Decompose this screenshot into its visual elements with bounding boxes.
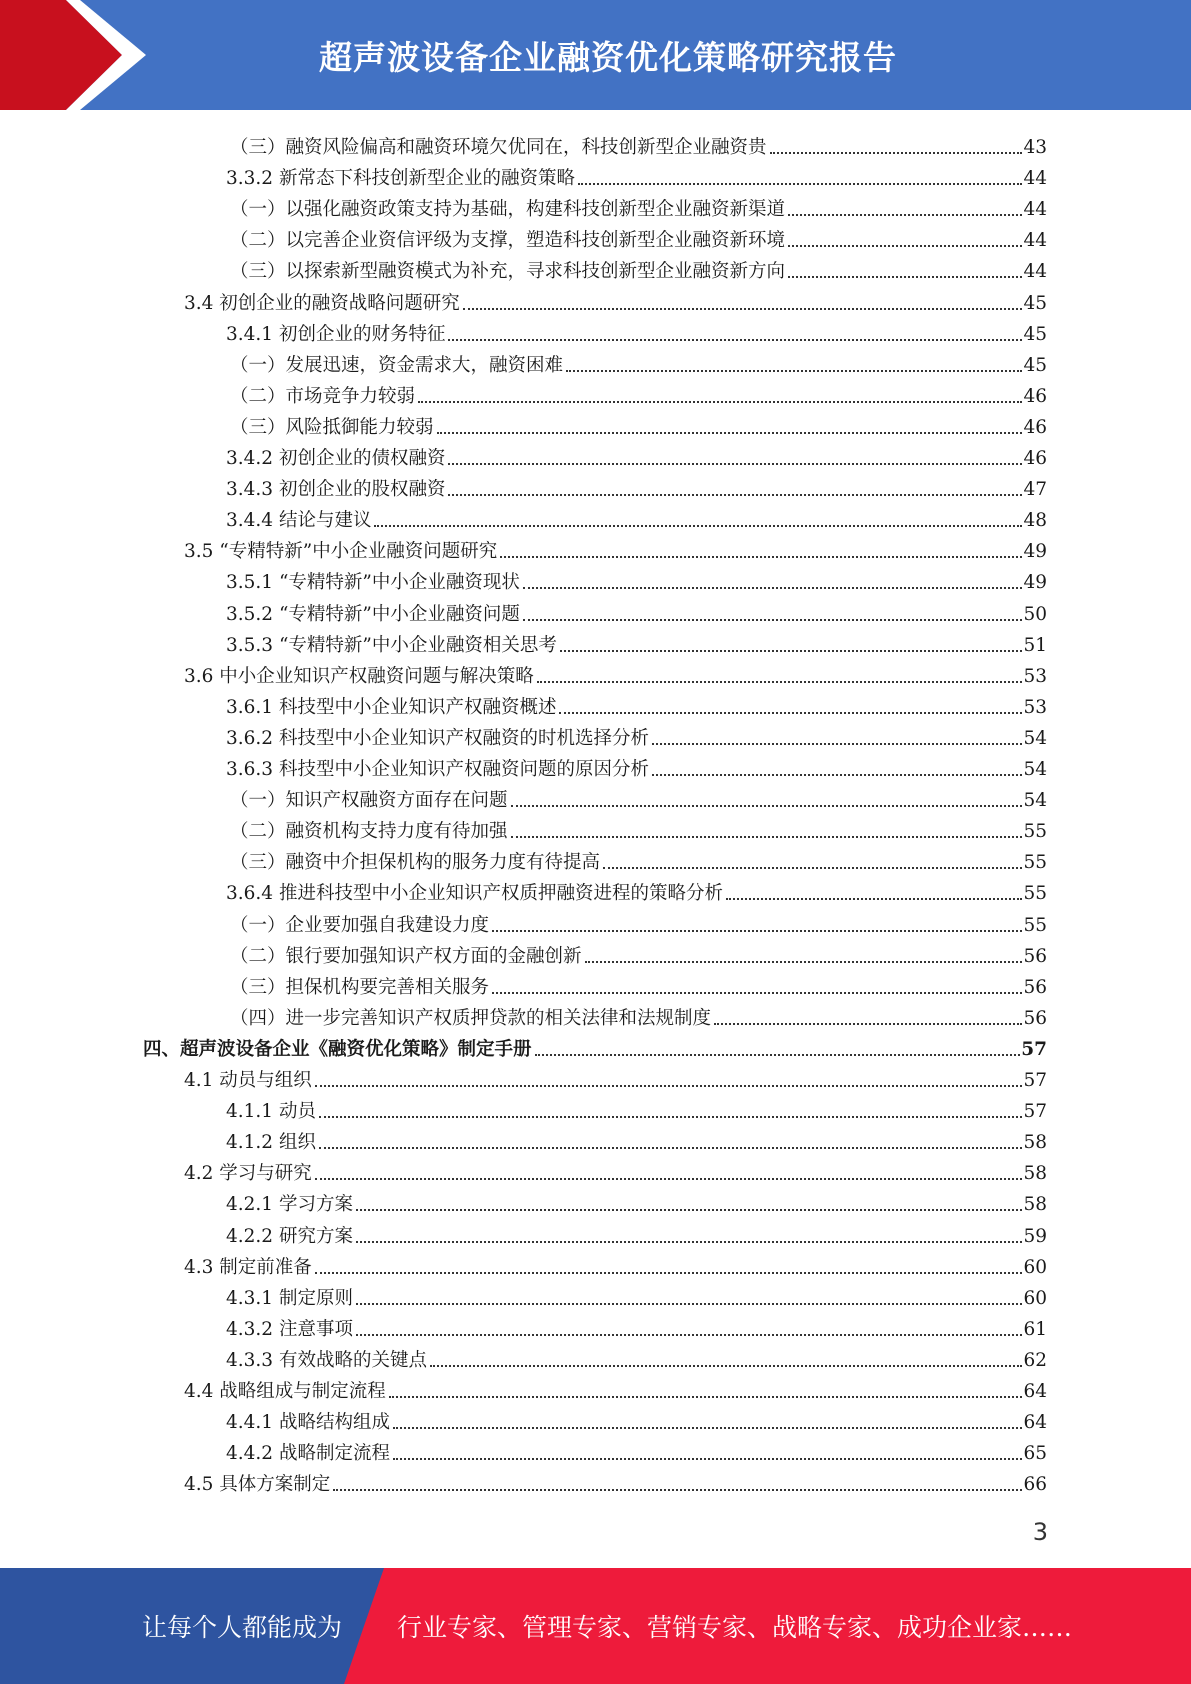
toc-entry-page: 49	[1023, 541, 1047, 563]
report-title: 超声波设备企业融资优化策略研究报告	[319, 37, 897, 77]
toc-entry-page: 51	[1023, 634, 1047, 656]
footer-slogan-right: 行业专家、管理专家、营销专家、战略专家、成功企业家……	[397, 1613, 1073, 1642]
toc-dot-leader	[652, 743, 1022, 745]
toc-entry[interactable]	[230, 408, 1047, 439]
toc-entry-title: 4.1 动员与组织	[184, 1070, 312, 1091]
toc-entry-title: 3.4.2 初创企业的债权融资	[226, 448, 446, 469]
toc-entry[interactable]	[226, 1217, 1047, 1248]
toc-entry-page: 45	[1023, 354, 1047, 376]
toc-entry-page: 44	[1023, 168, 1047, 190]
toc-dot-leader	[559, 712, 1022, 714]
toc-entry-title: 3.6 中小企业知识产权融资问题与解决策略	[184, 665, 534, 687]
toc-dot-leader	[319, 1116, 1023, 1118]
toc-dot-leader	[535, 1054, 1021, 1056]
toc-dot-leader	[393, 1427, 1022, 1429]
toc-entry[interactable]	[230, 781, 1047, 812]
toc-entry-title: 4.3.1 制定原则	[226, 1287, 353, 1309]
toc-dot-leader	[492, 992, 1022, 994]
toc-entry-title: （一）以强化融资政策支持为基础，构建科技创新型企业融资新渠道	[230, 199, 786, 221]
toc-entry-title: 3.6.1 科技型中小企业知识产权融资概述	[226, 696, 557, 718]
toc-entry-title: 3.4.3 初创企业的股权融资	[226, 479, 446, 501]
toc-entry[interactable]	[226, 1092, 1047, 1123]
toc-entry-title: 3.5.3 “专精特新”中小企业融资相关思考	[226, 634, 557, 656]
toc-dot-leader	[333, 1489, 1022, 1491]
toc-entry[interactable]	[226, 595, 1047, 626]
toc-entry-title: （二）市场竞争力较弱	[230, 385, 416, 407]
toc-entry-title: （一）发展迅速，资金需求大，融资困难	[230, 354, 564, 376]
toc-entry-title: 4.2 学习与研究	[184, 1163, 312, 1185]
toc-entry[interactable]	[226, 315, 1047, 346]
toc-dot-leader	[463, 308, 1023, 310]
toc-entry[interactable]	[226, 874, 1047, 905]
toc-entry[interactable]	[230, 843, 1047, 874]
toc-entry-page: 54	[1023, 759, 1047, 780]
toc-entry[interactable]	[226, 563, 1047, 594]
toc-entry-page: 59	[1023, 1225, 1047, 1247]
toc-entry-title: （二）以完善企业资信评级为支撑，塑造科技创新型企业融资新环境	[230, 230, 786, 252]
toc-entry[interactable]	[230, 812, 1047, 843]
toc-dot-leader	[770, 152, 1023, 154]
toc-entry[interactable]	[184, 1154, 1047, 1185]
toc-entry-page: 54	[1023, 727, 1047, 749]
toc-entry-title: 4.4.1 战略结构组成	[226, 1412, 390, 1434]
toc-entry-page: 57	[1023, 1070, 1047, 1091]
toc-entry-title: 3.4.4 结论与建议	[226, 510, 372, 532]
toc-entry-page: 58	[1023, 1132, 1047, 1154]
toc-dot-leader	[356, 1303, 1023, 1305]
toc-dot-leader	[356, 1334, 1023, 1336]
toc-entry[interactable]	[230, 999, 1047, 1030]
toc-entry[interactable]	[230, 221, 1047, 252]
toc-entry-page: 49	[1023, 572, 1047, 594]
toc-entry[interactable]	[184, 1372, 1047, 1403]
header-banner	[0, 0, 1191, 110]
toc-entry[interactable]	[226, 1310, 1047, 1341]
toc-entry-title: （一）企业要加强自我建设力度	[230, 914, 490, 936]
toc-dot-leader	[356, 1209, 1023, 1211]
toc-dot-leader	[714, 1023, 1022, 1025]
toc-entry[interactable]	[226, 439, 1047, 470]
toc-entry-title: 4.2.2 研究方案	[226, 1225, 353, 1247]
toc-entry-title: 4.5 具体方案制定	[184, 1474, 331, 1496]
toc-entry[interactable]	[184, 657, 1047, 688]
toc-entry[interactable]	[226, 1123, 1047, 1154]
toc-entry-page: 64	[1023, 1381, 1047, 1402]
page-number: 3	[1032, 1518, 1048, 1546]
toc-dot-leader	[374, 525, 1022, 527]
toc-dot-leader	[315, 1178, 1023, 1180]
toc-dot-leader	[315, 1272, 1023, 1274]
toc-entry[interactable]	[226, 1403, 1047, 1434]
toc-entry-page: 55	[1023, 914, 1047, 936]
toc-entry-page: 45	[1023, 323, 1047, 345]
toc-entry-title: （二）融资机构支持力度有待加强	[230, 821, 508, 843]
toc-dot-leader	[511, 805, 1023, 807]
toc-entry-page: 44	[1023, 261, 1047, 283]
toc-entry-page: 43	[1023, 137, 1047, 158]
toc-entry-page: 60	[1023, 1256, 1047, 1278]
toc-entry-page: 64	[1023, 1412, 1047, 1434]
toc-entry-page: 62	[1023, 1349, 1047, 1371]
toc-entry-page: 56	[1023, 976, 1047, 998]
toc-entry-title: 3.4 初创企业的融资战略问题研究	[184, 292, 460, 314]
toc-entry-title: 3.6.4 推进科技型中小企业知识产权质押融资进程的策略分析	[226, 883, 723, 905]
toc-entry[interactable]	[184, 532, 1047, 563]
toc-entry-page: 55	[1023, 852, 1047, 874]
toc-entry[interactable]	[226, 1185, 1047, 1216]
toc-entry-page: 44	[1023, 230, 1047, 252]
toc-entry-title: 4.3.3 有效战略的关键点	[226, 1349, 427, 1371]
toc-dot-leader	[523, 587, 1023, 589]
toc-entry[interactable]	[230, 128, 1047, 159]
toc-dot-leader	[448, 494, 1022, 496]
toc-entry-page: 65	[1023, 1443, 1047, 1465]
toc-entry[interactable]	[230, 346, 1047, 377]
toc-entry-page: 47	[1023, 479, 1047, 501]
toc-entry-title: （一）知识产权融资方面存在问题	[230, 790, 508, 812]
toc-dot-leader	[319, 1147, 1023, 1149]
toc-entry[interactable]	[230, 906, 1047, 937]
toc-entry-page: 55	[1023, 883, 1047, 905]
toc-entry-title: （三）以探索新型融资模式为补充，寻求科技创新型企业融资新方向	[230, 261, 786, 283]
toc-entry-title: 3.4.1 初创企业的财务特征	[226, 323, 446, 345]
toc-entry-title: 3.6.2 科技型中小企业知识产权融资的时机选择分析	[226, 727, 649, 749]
toc-entry-title: （三）风险抵御能力较弱	[230, 416, 434, 438]
toc-entry-title: 4.4 战略组成与制定流程	[184, 1381, 386, 1402]
toc-entry[interactable]	[226, 1279, 1047, 1310]
toc-entry-title: 3.5.2 “专精特新”中小企业融资问题	[226, 603, 520, 625]
toc-entry-page: 60	[1023, 1287, 1047, 1309]
toc-entry-title: 四、超声波设备企业《融资优化策略》制定手册	[143, 1038, 532, 1060]
toc-dot-leader	[537, 681, 1023, 683]
toc-entry[interactable]	[226, 750, 1047, 781]
toc-dot-leader	[560, 650, 1023, 652]
toc-entry-title: 3.3.2 新常态下科技创新型企业的融资策略	[226, 168, 575, 190]
toc-entry[interactable]	[226, 688, 1047, 719]
toc-entry[interactable]	[230, 252, 1047, 283]
toc-entry-page: 53	[1023, 665, 1047, 687]
toc-entry-page: 44	[1023, 199, 1047, 221]
toc-entry-title: 4.1.1 动员	[226, 1101, 316, 1123]
toc-entry-page: 58	[1023, 1194, 1047, 1216]
toc-entry-title: （三）担保机构要完善相关服务	[230, 976, 490, 998]
toc-entry[interactable]	[230, 190, 1047, 221]
toc-entry-page: 56	[1023, 945, 1047, 967]
toc-dot-leader	[430, 1365, 1022, 1367]
toc-entry-page: 46	[1023, 385, 1047, 407]
toc-dot-leader	[500, 556, 1022, 558]
toc-entry[interactable]	[184, 1061, 1047, 1092]
toc-entry-title: （三）融资中介担保机构的服务力度有待提高	[230, 852, 601, 874]
toc-entry[interactable]	[226, 719, 1047, 750]
toc-entry-page: 57	[1023, 1101, 1047, 1123]
toc-entry-title: 3.5.1 “专精特新”中小企业融资现状	[226, 572, 520, 594]
toc-dot-leader	[511, 836, 1023, 838]
toc-entry[interactable]	[230, 377, 1047, 408]
toc-entry[interactable]	[184, 1465, 1047, 1496]
toc-dot-leader	[578, 183, 1022, 185]
toc-dot-leader	[523, 619, 1023, 621]
toc-entry-page: 50	[1023, 603, 1047, 625]
toc-entry[interactable]	[226, 1434, 1047, 1465]
toc-entry-page: 54	[1023, 790, 1047, 812]
toc-dot-leader	[585, 961, 1023, 963]
toc-entry-page: 46	[1023, 448, 1047, 469]
toc-entry-page: 61	[1023, 1318, 1047, 1340]
toc-dot-leader	[315, 1085, 1023, 1087]
toc-entry-title: 4.4.2 战略制定流程	[226, 1443, 390, 1465]
toc-dot-leader	[726, 898, 1022, 900]
toc-entry[interactable]	[226, 501, 1047, 532]
toc-entry-page: 46	[1023, 416, 1047, 438]
toc-entry-page: 57	[1021, 1038, 1047, 1060]
toc-entry[interactable]	[230, 968, 1047, 999]
toc-dot-leader	[788, 214, 1022, 216]
toc-dot-leader	[389, 1396, 1023, 1398]
toc-entry-page: 48	[1023, 510, 1047, 532]
toc-entry-title: 4.3 制定前准备	[184, 1256, 312, 1278]
toc-entry-title: （三）融资风险偏高和融资环境欠优同在，科技创新型企业融资贵	[230, 137, 767, 158]
toc-entry-title: 4.3.2 注意事项	[226, 1318, 353, 1340]
footer-banner	[0, 1568, 1191, 1684]
toc-entry-title: 4.2.1 学习方案	[226, 1194, 353, 1216]
toc-entry-title: 3.6.3 科技型中小企业知识产权融资问题的原因分析	[226, 759, 649, 780]
toc-entry[interactable]	[143, 1030, 1047, 1061]
toc-dot-leader	[603, 867, 1022, 869]
toc-dot-leader	[418, 401, 1022, 403]
footer-slogan-left: 让每个人都能成为	[142, 1613, 343, 1642]
toc-entry-page: 55	[1023, 821, 1047, 843]
toc-dot-leader	[437, 432, 1023, 434]
toc-entry-page: 45	[1023, 292, 1047, 314]
toc-entry-page: 66	[1023, 1474, 1047, 1496]
toc-entry-page: 58	[1023, 1163, 1047, 1185]
toc-entry-page: 56	[1023, 1007, 1047, 1029]
toc-dot-leader	[492, 930, 1022, 932]
toc-entry-title: 4.1.2 组织	[226, 1132, 316, 1154]
toc-entry-title: （二）银行要加强知识产权方面的金融创新	[230, 945, 582, 967]
toc-entry[interactable]	[226, 1341, 1047, 1372]
toc-entry[interactable]	[226, 626, 1047, 657]
toc-dot-leader	[448, 463, 1022, 465]
toc-dot-leader	[788, 276, 1022, 278]
toc-dot-leader	[788, 245, 1022, 247]
toc-entry[interactable]	[226, 159, 1047, 190]
toc-dot-leader	[448, 339, 1022, 341]
toc-dot-leader	[356, 1241, 1023, 1243]
toc-entry-title: 3.5 “专精特新”中小企业融资问题研究	[184, 541, 498, 563]
toc-dot-leader	[652, 774, 1022, 776]
toc-entry[interactable]	[184, 284, 1047, 315]
toc-entry-page: 53	[1023, 696, 1047, 718]
toc-dot-leader	[393, 1458, 1022, 1460]
toc-entry[interactable]	[184, 1248, 1047, 1279]
toc-entry-title: （四）进一步完善知识产权质押贷款的相关法律和法规制度	[230, 1007, 712, 1029]
toc-entry[interactable]	[226, 470, 1047, 501]
toc-entry[interactable]	[230, 937, 1047, 968]
toc-dot-leader	[566, 370, 1022, 372]
